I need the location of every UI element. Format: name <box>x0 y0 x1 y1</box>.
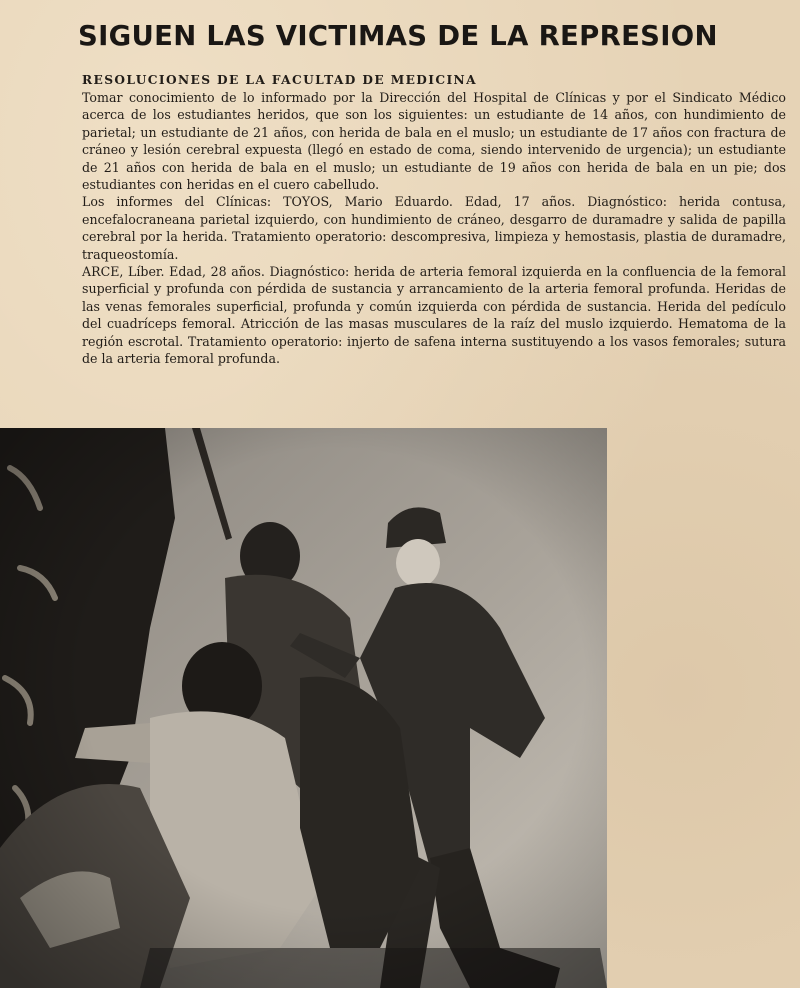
news-photograph <box>0 428 607 988</box>
article-paragraph: Tomar conocimiento de lo informado por la Dirección del Hospital de Clínicas y por el Sindicato Médico acerca de los estudiantes heridos, que son los siguientes: un estudiante de 14 años, con hundimiento de parietal; un estudiante de 21 años, con herida de bala en el muslo; un estudiante de 17 años con fractura de cráneo y lesión cerebral expuesta (llegó en estado de coma, siendo intervenido de urgencia); un estudiante de 21 años con herida de bala en el muslo; un estudiante de 19 años con herida de bala en un pie; dos estudiantes con heridas en el cuero cabelludo. <box>82 90 786 193</box>
article-paragraph: ARCE, Líber. Edad, 28 años. Diagnóstico: herida de arteria femoral izquierda en la confluencia de la femoral superficial y profunda con pérdida de sustancia y arrancamiento de la arteria femoral profunda. Heridas de las venas femorales superficial, profunda y común izquierda con pérdida de sustancia. Herida del pedículo del cuadríceps femoral. Atricción de las masas musculares de la raíz del muslo izquierdo. Hematoma de la región escrotal. Tratamiento operatorio: injerto de safena interna sustituyendo a los vasos femorales; sutura de la arteria femoral profunda. <box>82 264 786 367</box>
photo-scene <box>0 428 607 988</box>
article-body <box>82 72 786 368</box>
section-heading: RESOLUCIONES DE LA FACULTAD DE MEDICINA <box>82 73 477 87</box>
headline: SIGUEN LAS VICTIMAS DE LA REPRESION <box>78 20 718 52</box>
article-paragraph: Los informes del Clínicas: TOYOS, Mario Eduardo. Edad, 17 años. Diagnóstico: herida contusa, encefalocraneana parietal izquierdo, con hundimiento de cráneo, desgarro de duramadre y salida de papilla cerebral por la herida. Tratamiento operatorio: descompresiva, limpieza y hemostasis, plastia de duramadre, traqueostomía. <box>82 194 786 262</box>
